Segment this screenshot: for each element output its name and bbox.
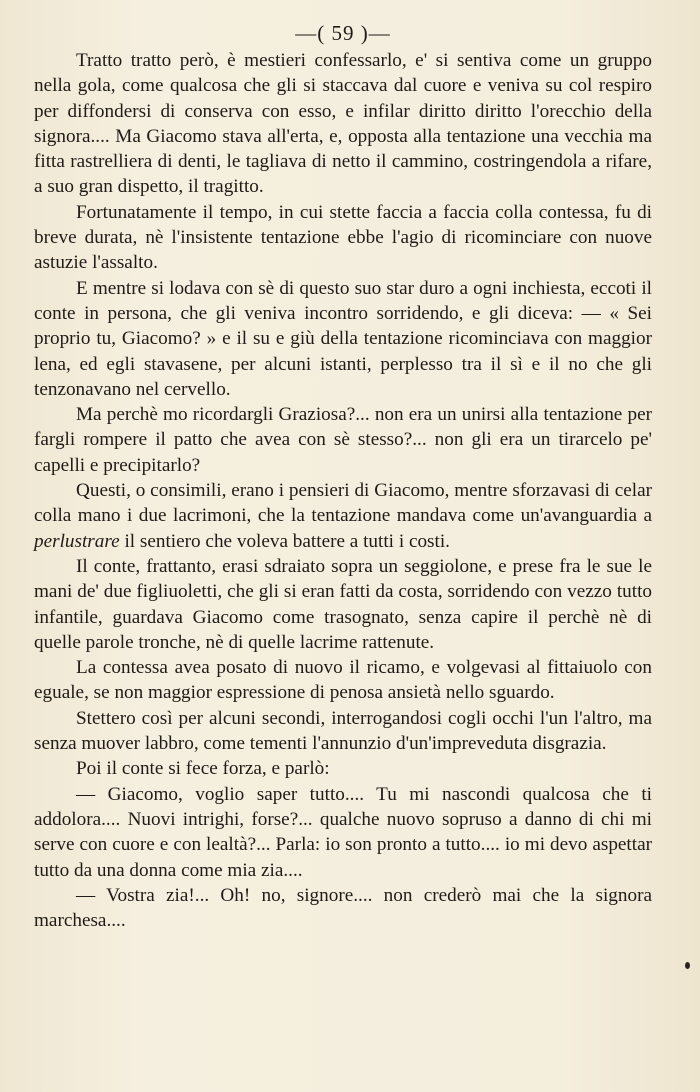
paragraph-9: Poi il conte si fece forza, e parlò: xyxy=(76,758,330,780)
paragraph-5 xyxy=(34,478,652,554)
paragraph-5-italic-word: perlustrare xyxy=(34,530,120,552)
paragraph-8: Stettero così per alcuni secondi, interrogandosi cogli occhi l'un l'altro, ma senza muover labbro, come tementi l'annunzio d'un'impreveduta disgrazia. xyxy=(34,707,652,755)
paragraph-6: Il conte, frattanto, erasi sdraiato sopra un seggiolone, e prese fra le sue le mani de' due figliuoletti, che gli si eran fatti da costa, sorridendo con vezzo tutto infantile, guardava Giacomo come trasognato, senza capire il perchè nè di quelle parole tronche, nè di quelle lacrime rattenute. xyxy=(34,555,652,653)
page-number-header: —( 59 )— xyxy=(295,21,391,45)
paragraph-11: — Vostra zia!... Oh! no, signore.... non crederò mai che la signora marchesa.... xyxy=(34,884,652,932)
paragraph-7: La contessa avea posato di nuovo il ricamo, e volgevasi al fittaiuolo con eguale, se non maggior espressione di penosa ansietà nello sguardo. xyxy=(34,657,652,704)
paragraph-1: Tratto tratto però, è mestieri confessarlo, e' si sentiva come un gruppo nella gola, come qualcosa che gli si staccava dal cuore e veniva su col respiro per diffondersi di conserva con esso, e infilar diritto diritto l'orecchio della signora.... Ma Giacomo stava all'erta, e, opposta alla tentazione una vecchia ma fitta rastrelliera di denti, le tagliava di netto il cammino, costringendola a rifare, a suo gran dispetto, il tragitto. xyxy=(34,50,652,198)
paragraph-2: Fortunatamente il tempo, in cui stette faccia a faccia colla contessa, fu di breve durata, nè l'insistente tentazione ebbe l'agio di ricominciare con nuove astuzie l'assalto. xyxy=(34,201,652,274)
paragraph-5-text-after: il sentiero che voleva battere a tutti i costi. xyxy=(119,530,450,552)
ink-speck xyxy=(685,962,690,969)
paragraph-10: — Giacomo, voglio saper tutto.... Tu mi nascondi qualcosa che ti addolora.... Nuovi intrighi, forse?... qualche nuovo sopruso a danno di chi mi serve con cuore e con lealtà?... Parla: io son pronto a tutto.... io mi devo aspettar tutto da una donna come mia zia.... xyxy=(34,783,652,881)
paragraph-3: E mentre si lodava con sè di questo suo star duro a ogni inchiesta, eccoti il conte in persona, che gli veniva incontro sorridendo, e gli diceva: — « Sei proprio tu, Giacomo? » e il su e giù della tentazione ricominciava con maggior lena, ed egli stavasene, per alcuni istanti, perplesso tra il sì e il no che gli tenzonavano nel cervello. xyxy=(34,277,652,400)
paragraph-4: Ma perchè mo ricordargli Graziosa?... non era un unirsi alla tentazione per fargli rompere il patto che avea con sè stesso?... non gli era un tirarcelo pe' capelli e precipitarlo? xyxy=(34,404,652,476)
paragraph-5-text-before: Questi, o consimili, erano i pensieri di Giacomo, mentre sforzavasi di celar colla mano i due lacrimoni, che la tentazione mandava come un'avanguardia a xyxy=(34,480,652,527)
